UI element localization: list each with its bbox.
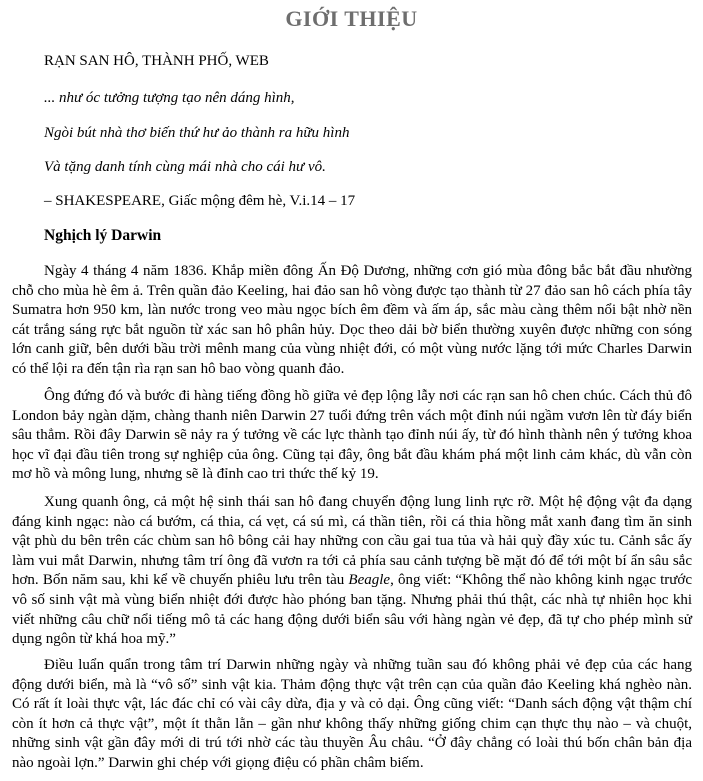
paragraph-4: Điều luẩn quẩn trong tâm trí Darwin những ngày và những tuần sau đó không phải vẻ đẹp của các hang động dưới biển, mà là “vô số” sinh vật kia. Thảm động thực vật trên cạn của quần đảo Keeling khá nghèo nàn. Có rất ít loài thực vật, lác đác chỉ có vài cây dừa, địa y và cỏ dại. Ông cũng viết: “Danh sách động vật thậm chí còn ít hơn cả thực vật”, một ít thằn lằn – gần như không thấy những giống chim cạn thực thụ nào – và chuột, những sinh vật gần đây mới di trú tới nhờ các tàu thuyền Âu châu. “Ở đây chẳng có loài thú bốn chân bản địa nào ngoài lợn.” Darwin ghi chép với giọng điệu có phần châm biếm. <box>12 657 692 771</box>
paragraph-3-text-a: Xung quanh ông, cả một hệ sinh thái san hô đang chuyển động lung linh rực rỡ. Một hệ động vật đa dạng đáng kinh ngạc: nào cá bướm, cá thia, cá vẹt, cá sú mì, cá thần tiên, rồi cá thia hồng mắt xanh đang tìm ăn sinh vật phù du bên trên các chùm san hô bông cải hay những con cầu gai tua tủa và hải quỳ đầy xúc tu. Cảnh sắc ấy làm vui mắt Darwin, nhưng tâm trí ông đã vươn ra tới cả phía sau cảnh tượng bề mặt đó để tới một bí ẩn sâu sắc hơn. Bốn năm sau, khi kể về chuyến phiêu lưu trên tàu <box>12 494 692 589</box>
epigraph-line-3: Và tặng danh tính cùng mái nhà cho cái hư vô. <box>44 159 326 175</box>
paragraph-3-text-b: , ông viết: “Không thể nào không kinh ngạc trước vô số sinh vật mà vùng biển nhiệt đới được hào phóng ban tặng. Nhưng phải thú thật, các nhà tự nhiên học khi viết những câu chữ nổi tiếng mô tả các hang động dưới biển sâu với hàng ngàn vẻ đẹp, đã tự cho phép mình sử dụng ngôn từ khá hoa mỹ.” <box>12 572 692 648</box>
epigraph-line-2: Ngòi bút nhà thơ biến thứ hư ảo thành ra hữu hình <box>44 125 350 141</box>
paragraph-3 <box>12 493 692 650</box>
paragraph-1: Ngày 4 tháng 4 năm 1836. Khắp miền đông Ấn Độ Dương, những cơn gió mùa đông bắc bắt đầu nhường chỗ cho mùa hè êm ả. Trên quần đảo Keeling, hai đảo san hô vòng được tạo thành từ 27 đảo san hô cách phía tây Sumatra hơn 950 km, làn nước trong veo màu ngọc bích êm đềm và ấm áp, sắc màu càng thêm nổi bật nhờ nền cát trắng sáng rực bắt nguồn từ xác san hô phân hủy. Dọc theo dải bờ biển thường xuyên được những con sóng lớn canh giữ, bên dưới bầu trời mênh mang của vùng nhiệt đới, có một vùng nước lặng tới mức Charles Darwin có thể lội ra đến tận rìa rạn san hô bao vòng quanh đảo. <box>12 263 692 377</box>
epigraph-heading: RẠN SAN HÔ, THÀNH PHỐ, WEB <box>44 53 269 69</box>
paragraph-2: Ông đứng đó và bước đi hàng tiếng đồng hồ giữa vẻ đẹp lộng lẫy nơi các rạn san hô chen chúc. Cách thủ đô London bảy ngàn dặm, chàng thanh niên Darwin 27 tuổi đứng trên vách một đỉnh núi ngầm vươn lên từ đáy biển sâu thẳm. Rồi đây Darwin sẽ nảy ra ý tưởng về các lực thành tạo đỉnh núi ấy, từ đó hình thành nên ý tưởng khoa học vĩ đại đầu tiên trong sự nghiệp của ông. Cũng tại đây, ông bắt đầu khám phá một linh cảm khác, dù vẫn còn mơ hồ và mông lung, nhưng sẽ là đỉnh cao tri thức thế kỷ 19. <box>12 388 693 483</box>
ship-name: Beagle <box>348 572 391 589</box>
chapter-title: GIỚI THIỆU <box>285 6 418 31</box>
epigraph-line-1: ... như óc tưởng tượng tạo nên dáng hình, <box>44 90 295 106</box>
section-heading: Nghịch lý Darwin <box>44 227 162 244</box>
epigraph-attribution: – SHAKESPEARE, Giấc mộng đêm hè, V.i.14 – 17 <box>44 193 356 209</box>
